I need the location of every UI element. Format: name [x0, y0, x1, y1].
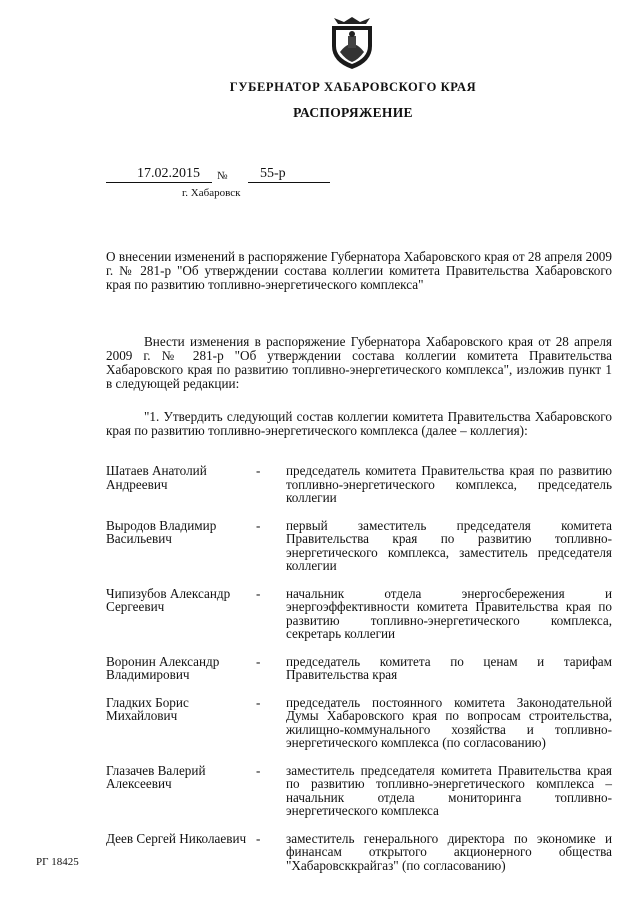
member-dash: - — [256, 694, 261, 710]
document-type: РАСПОРЯЖЕНИЕ — [293, 105, 413, 120]
document-number: 55-р — [248, 166, 330, 183]
member-dash: - — [256, 585, 261, 601]
clause-paragraph: "1. Утвердить следующий состав коллегии комитета Правительства Хабаровского края по развитию топливно-энергетического комплекса (далее – коллегия): — [106, 409, 612, 438]
member-role: председатель постоянного комитета Законодательной Думы Хабаровского края по вопросам строительства, жилищно-коммунального хозяйства и топливно-энергетического комплекса (по согласованию) — [286, 694, 612, 750]
organization-title: ГУБЕРНАТОР ХАБАРОВСКОГО КРАЯ — [229, 80, 477, 94]
number-sign: № — [217, 170, 228, 182]
member-name: Гладких Борис Михайлович — [106, 694, 189, 723]
member-name: Выродов Владимир Васильевич — [106, 517, 217, 546]
member-dash: - — [256, 517, 261, 533]
member-dash: - — [256, 463, 261, 478]
list-item — [106, 832, 612, 873]
list-item — [106, 519, 612, 573]
khabarovsk-coat-of-arms-icon — [326, 16, 378, 70]
member-dash: - — [256, 830, 261, 846]
member-dash: - — [256, 653, 261, 669]
document-date: 17.02.2015 — [106, 166, 212, 183]
member-name: Воронин Александр Владимирович — [106, 653, 220, 682]
members-list — [106, 464, 612, 872]
document-subject: О внесении изменений в распоряжение Губернатора Хабаровского края от 28 апреля 2009 г. № 281-р "Об утверждении состава коллегии комитета Правительства Хабаровского края по развитию топливно-энергетического комплекса" — [106, 249, 612, 292]
member-dash: - — [256, 762, 261, 778]
member-name: Чипизубов Александр Сергеевич — [106, 585, 231, 614]
member-role: председатель комитета Правительства края по развитию топливно-энергетического комплекса, председатель коллегии — [286, 463, 612, 505]
city: г. Хабаровск — [182, 187, 241, 199]
member-name: Глазачев Валерий Алексеевич — [106, 762, 206, 791]
list-item — [106, 464, 612, 505]
member-name: Шатаев Анатолий Андреевич — [106, 463, 207, 492]
member-role: заместитель председателя комитета Правительства края по развитию топливно-энергетического комплекса – начальник отдела мониторинга топливно-энергетического комплекса — [286, 762, 612, 818]
member-name: Деев Сергей Николаевич — [106, 830, 247, 846]
member-role: председатель комитета по ценам и тарифам Правительства края — [286, 653, 612, 682]
list-item — [106, 696, 612, 750]
list-item — [106, 655, 612, 682]
member-role: заместитель генерального директора по экономике и финансам открытого акционерного общества "Хабаровсккрайгаз" (по согласованию) — [286, 830, 612, 873]
intro-paragraph: Внести изменения в распоряжение Губернатора Хабаровского края от 28 апреля 2009 г. № 281-р "Об утверждении состава коллегии комитета Правительства Хабаровского края по развитию топливно-энергетического комплекса", изложив пункт 1 в следующей редакции: — [106, 334, 612, 391]
footer-code: РГ 18425 — [36, 856, 79, 868]
member-role: первый заместитель председателя комитета Правительства края по развитию топливно-энергетического комплекса, заместитель председателя коллегии — [286, 517, 612, 573]
member-role: начальник отдела энергосбережения и энергоэффективности комитета Правительства края по развитию топливно-энергетического комплекса, секретарь коллегии — [286, 585, 612, 641]
list-item — [106, 587, 612, 641]
list-item — [106, 764, 612, 818]
